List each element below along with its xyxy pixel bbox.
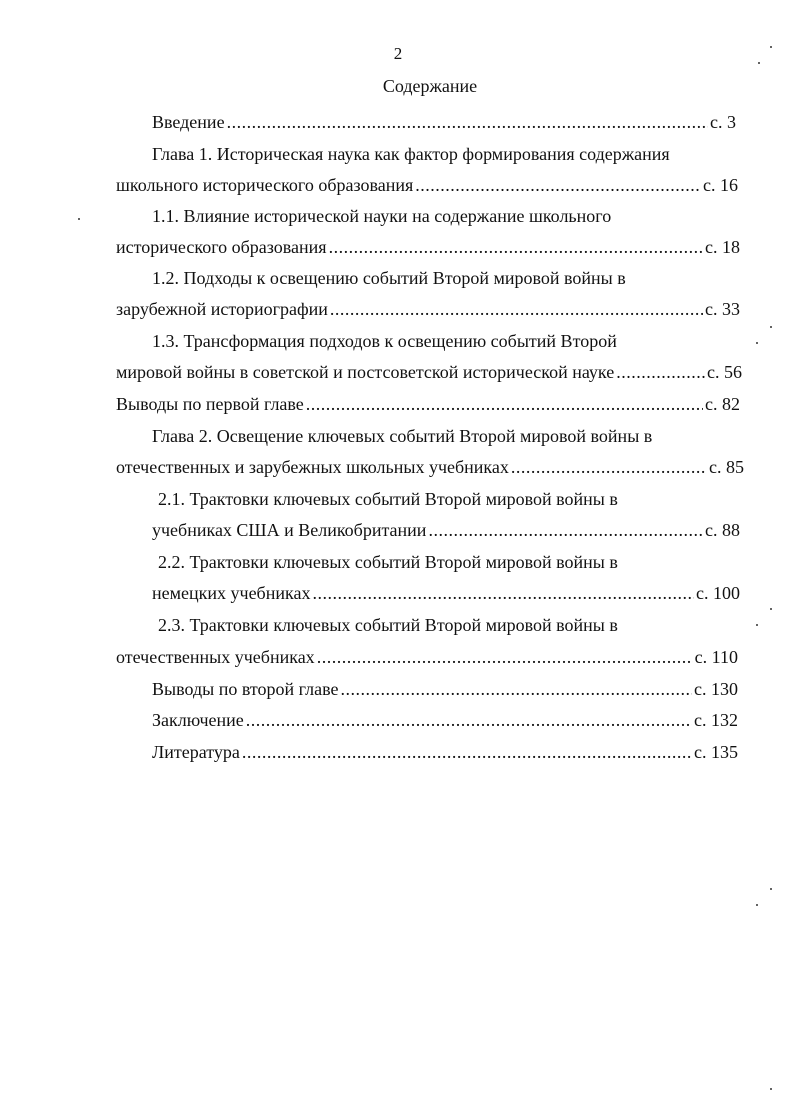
scan-speck [770,608,772,610]
toc-page-ref: с. 110 [694,647,738,667]
toc-entry-title: учебниках США и Великобритании [152,520,427,540]
toc-entry-section-2-3-line-1: 2.3. Трактовки ключевых событий Второй мировой войны в [158,615,618,635]
toc-entry-title: Литература [152,742,240,762]
dot-leader [415,173,701,197]
toc-entry-title: Заключение [152,710,244,730]
toc-entry-title: Введение [152,112,225,132]
toc-entry-chapter-2-line-1: Глава 2. Освещение ключевых событий Второй мировой войны в [152,426,653,446]
toc-entry-title: мировой войны в советской и постсоветской исторической науке [116,362,615,382]
toc-entry-title: Выводы по второй главе [152,679,339,699]
scan-speck [758,62,760,64]
toc-page-ref: с. 18 [705,237,740,257]
dot-leader [242,740,692,764]
toc-entry-section-2-1 [152,518,740,542]
scan-speck [770,46,772,48]
toc-page-ref: с. 56 [707,362,742,382]
dot-leader [246,708,692,732]
toc-entry-conclusions-2 [152,677,738,701]
toc-entry-section-1-2 [116,297,740,321]
toc-entry-chapter-2 [116,455,744,479]
toc-page-ref: с. 82 [705,394,740,414]
toc-page-ref: с. 33 [705,299,740,319]
toc-entry-literature [152,740,738,764]
toc-entry-section-2-2-line-1: 2.2. Трактовки ключевых событий Второй мировой войны в [158,552,618,572]
dot-leader [306,392,703,416]
toc-entry-title: Выводы по первой главе [116,394,304,414]
toc-entry-section-1-1 [116,235,740,259]
dot-leader [329,235,703,259]
dot-leader [227,110,708,134]
toc-entry-intro [152,110,736,134]
scan-speck [770,1088,772,1090]
scan-speck [78,218,80,220]
toc-entry-section-1-3-line-1: 1.3. Трансформация подходов к освещению событий Второй [152,331,617,351]
toc-page-ref: с. 85 [709,457,744,477]
toc-page-ref: с. 130 [694,679,738,699]
toc-entry-title: зарубежной историографии [116,299,328,319]
toc-page-ref: с. 16 [703,175,738,195]
toc-entry-title: отечественных и зарубежных школьных учебниках [116,457,509,477]
dot-leader [312,581,694,605]
page-number: 2 [393,44,403,63]
toc-entry-section-1-1-line-1: 1.1. Влияние исторической науки на содержание школьного [152,206,612,226]
toc-page-ref: с. 100 [696,583,740,603]
toc-entry-title: отечественных учебниках [116,647,315,667]
toc-entry-section-2-2 [152,581,740,605]
page-title: Содержание [382,76,478,96]
dot-leader [340,677,692,701]
dot-leader [511,455,707,479]
toc-page-ref: с. 132 [694,710,738,730]
scan-speck [756,904,758,906]
toc-entry-section-1-2-line-1: 1.2. Подходы к освещению событий Второй мировой войны в [152,268,626,288]
toc-entry-chapter-1 [116,173,738,197]
toc-page-ref: с. 135 [694,742,738,762]
dot-leader [616,360,705,384]
toc-entry-title: немецких учебниках [152,583,311,603]
toc-entry-chapter-1-line-1: Глава 1. Историческая наука как фактор формирования содержания [152,144,670,164]
toc-entry-section-1-3 [116,360,742,384]
scan-speck [770,888,772,890]
toc-entry-conclusion [152,708,738,732]
toc-entry-title: исторического образования [116,237,327,257]
dot-leader [317,645,693,669]
toc-page-ref: с. 3 [710,112,736,132]
scan-speck [770,326,772,328]
scan-speck [756,624,758,626]
toc-entry-section-2-1-line-1: 2.1. Трактовки ключевых событий Второй мировой войны в [158,489,618,509]
dot-leader [428,518,703,542]
dot-leader [330,297,703,321]
toc-entry-conclusions-1 [116,392,740,416]
toc-entry-section-2-3 [116,645,738,669]
toc-page-ref: с. 88 [705,520,740,540]
toc-entry-title: школьного исторического образования [116,175,414,195]
scan-speck [756,342,758,344]
